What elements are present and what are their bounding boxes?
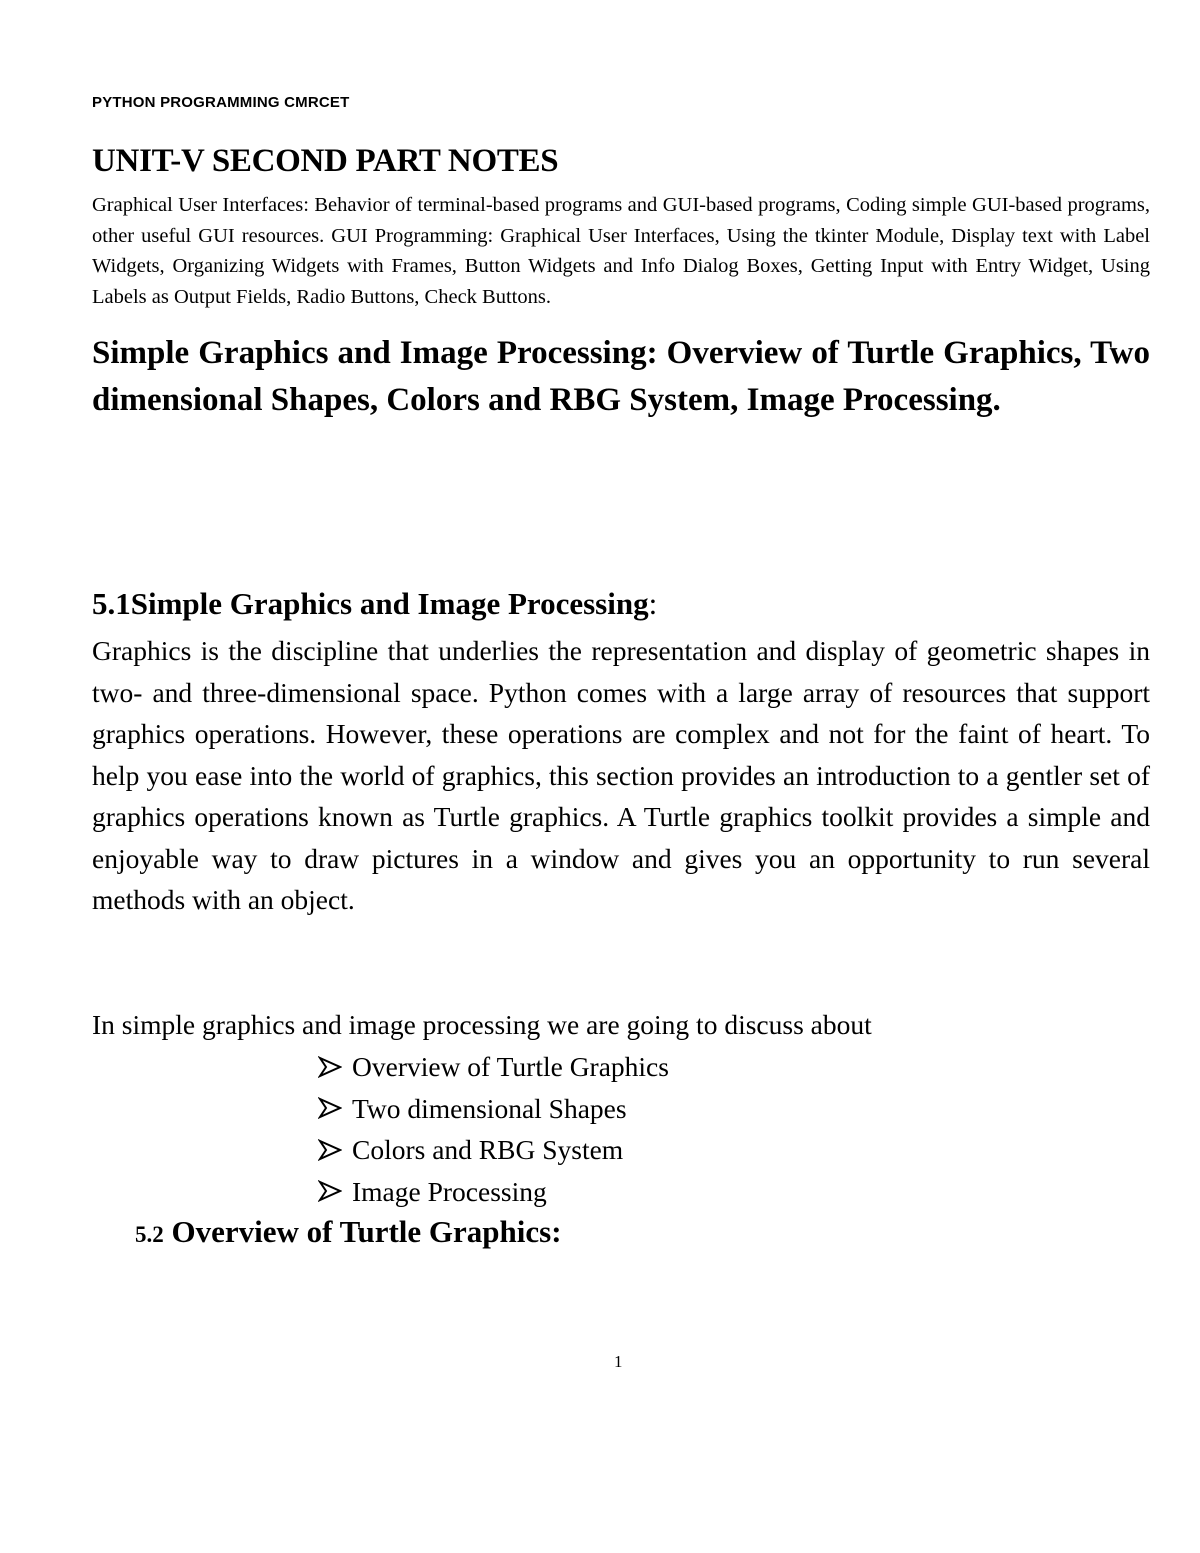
arrowhead-bullet-icon [318, 1097, 342, 1119]
section-5-1-intro: In simple graphics and image processing we are going to discuss about [92, 1009, 872, 1040]
section-5-1-paragraph: Graphics is the discipline that underlies the representation and display of geometric shapes in two- and three-dimensional space. Python comes with a large array of resources that support graphics operations. However, these operations are complex and not for the faint of heart. To help you ease into the world of graphics, this section provides an introduction to a gentler set of graphics operations known as Turtle graphics. A Turtle graphics toolkit provides a simple and enjoyable way to draw pictures in a window and gives you an opportunity to run several methods with an object. [92, 635, 1150, 915]
bullet-text: Two dimensional Shapes [352, 1092, 627, 1124]
arrowhead-bullet-icon [318, 1139, 342, 1161]
topics-heading: Simple Graphics and Image Processing: Overview of Turtle Graphics, Two dimensional Shapes, Colors and RBG System, Image Processing. [92, 335, 1150, 418]
syllabus-paragraph: Graphical User Interfaces: Behavior of terminal-based programs and GUI-based programs, Coding simple GUI-based programs, other useful GUI resources. GUI Programming: Graphical User Interfaces, Using the tkinter Module, Display text with Label Widgets, Organizing Widgets with Frames, Button Widgets and Info Dialog Boxes, Getting Input with Entry Widget, Using Labels as Output Fields, Radio Buttons, Check Buttons. [92, 194, 1150, 308]
section-5-1-colon: : [648, 586, 658, 621]
list-item [318, 1088, 669, 1130]
list-item [318, 1046, 669, 1088]
bullet-text: Overview of Turtle Graphics [352, 1051, 669, 1082]
page-number: 1 [614, 1352, 623, 1371]
unit-title: UNIT-V SECOND PART NOTES [92, 143, 559, 179]
arrowhead-bullet-icon [318, 1180, 342, 1202]
page-header: PYTHON PROGRAMMING CMRCET [92, 94, 350, 111]
section-5-2-title: Overview of Turtle Graphics: [171, 1214, 562, 1249]
section-5-1-heading [92, 586, 657, 622]
bullet-text: Image Processing [352, 1175, 547, 1207]
section-5-2-heading [135, 1214, 562, 1250]
list-item [318, 1171, 669, 1213]
section-5-1-title: 5.1Simple Graphics and Image Processing [92, 586, 649, 621]
list-item [318, 1129, 669, 1171]
arrowhead-bullet-icon [318, 1056, 342, 1078]
topic-bullet-list [318, 1046, 669, 1212]
section-5-2-number: 5.2 [135, 1222, 164, 1247]
bullet-text: Colors and RBG System [352, 1134, 624, 1165]
